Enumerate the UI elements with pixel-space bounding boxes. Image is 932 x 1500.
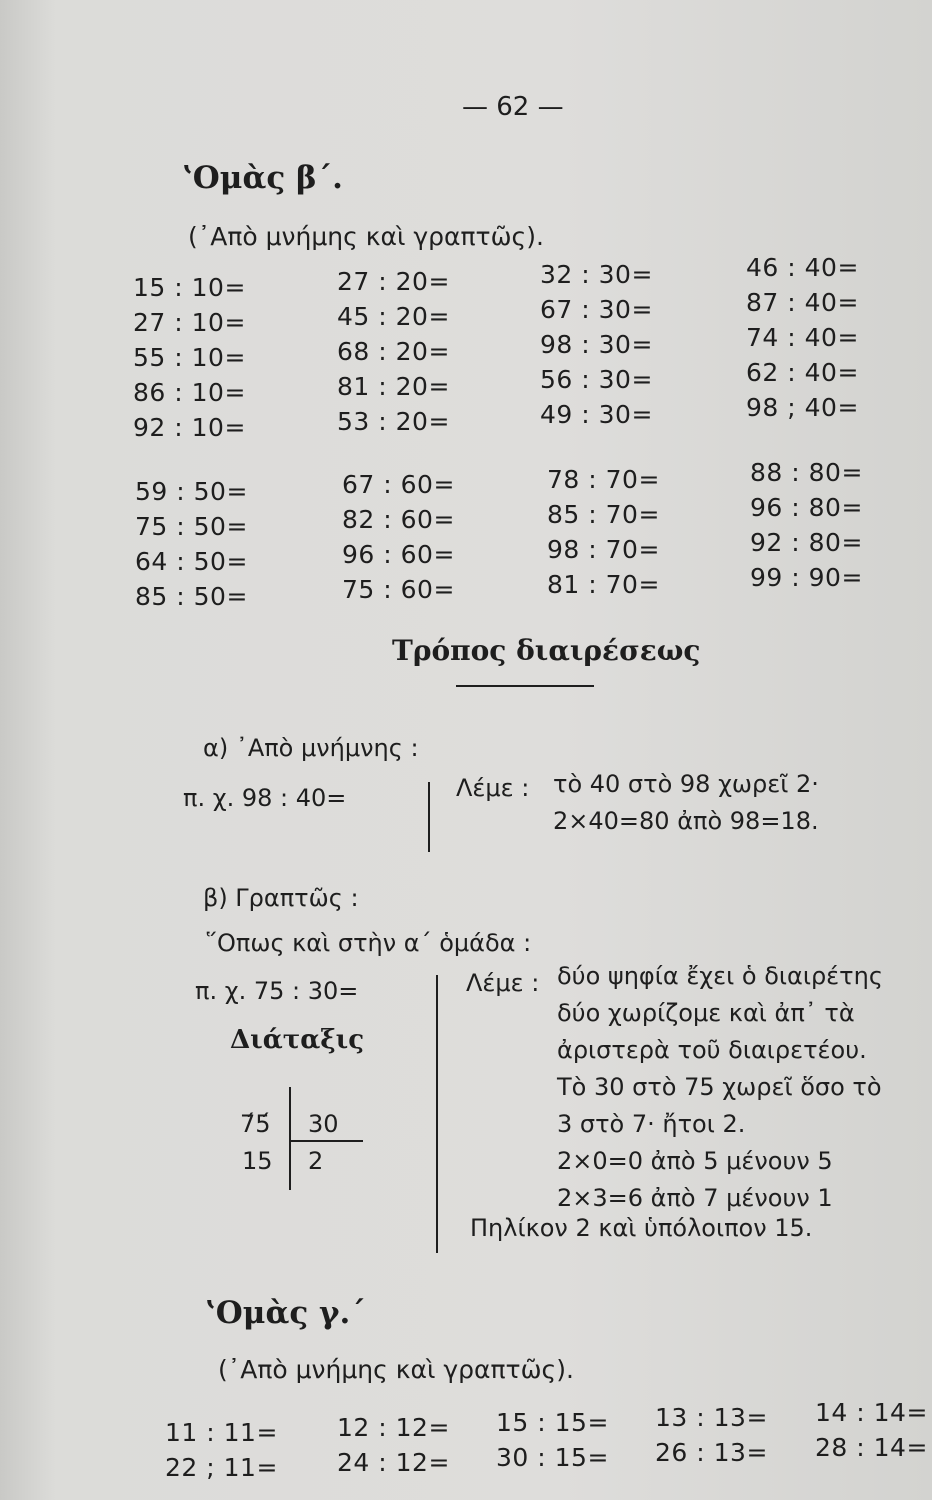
exercise: 78 : 70= [547,465,660,494]
exercise: 49 : 30= [540,400,653,429]
explanation-line: 2×40=80 ἀπὸ 98=18. [553,807,819,835]
exercise: 68 : 20= [337,337,450,366]
method-b-result: Πηλίκον 2 καὶ ὑπόλοιπον 15. [470,1214,813,1242]
division-vertical-line [289,1087,291,1190]
exercise: 67 : 60= [342,470,455,499]
group-c-column-1 [165,1415,278,1485]
exercise: 27 : 10= [133,308,246,337]
group-b-block1-column-1 [133,270,246,445]
exercise: 67 : 30= [540,295,653,324]
method-title: Τρόπος διαιρέσεως [392,634,701,667]
vertical-separator [428,782,430,852]
exercise: 96 : 80= [750,493,863,522]
group-c-column-3 [496,1405,609,1475]
group-c-subtitle: (᾿Απὸ μνήμης καὶ γραπτῶς). [218,1355,574,1384]
group-b-block2-column-3 [547,462,660,602]
exercise: 98 : 70= [547,535,660,564]
exercise: 75 : 50= [135,512,248,541]
exercise: 28 : 14= [815,1433,928,1462]
group-c-column-5 [815,1395,928,1465]
explanation-line: δύο ψηφία ἔχει ὁ διαιρέτης [557,962,883,990]
exercise: 56 : 30= [540,365,653,394]
group-b-block1-column-3 [540,257,653,432]
exercise: 92 : 80= [750,528,863,557]
exercise: 75 : 60= [342,575,455,604]
division-horizontal-line [291,1140,363,1142]
exercise: 24 : 12= [337,1448,450,1477]
explanation-line: 2×3=6 ἀπὸ 7 μένουν 1 [557,1184,833,1212]
method-b-says: Λέμε : [466,969,540,997]
group-b-block2-column-4 [750,455,863,595]
exercise: 45 : 20= [337,302,450,331]
exercise: 11 : 11= [165,1418,278,1447]
exercise: 55 : 10= [133,343,246,372]
exercise: 82 : 60= [342,505,455,534]
division-dividend: 7́5́ [240,1110,271,1138]
exercise: 81 : 70= [547,570,660,599]
layout-title: Διάταξις [230,1025,365,1055]
exercise: 30 : 15= [496,1443,609,1472]
exercise: 62 : 40= [746,358,859,387]
exercise: 98 : 30= [540,330,653,359]
exercise: 15 : 15= [496,1408,609,1437]
group-b-subtitle: (᾿Απὸ μνήμης καὶ γραπτῶς). [188,222,544,251]
group-b-block2-column-2 [342,467,455,607]
method-a-says: Λέμε : [456,774,530,802]
exercise: 53 : 20= [337,407,450,436]
division-remainder: 15 [242,1147,273,1175]
vertical-separator [436,975,438,1253]
explanation-line: δύο χωρίζομε καὶ ἀπ᾿ τὰ [557,999,855,1027]
group-b-block1-column-2 [337,264,450,439]
exercise: 85 : 50= [135,582,248,611]
division-quotient: 2 [308,1147,324,1175]
explanation-line: ἀριστερὰ τοῦ διαιρετέου. [557,1036,867,1064]
exercise: 92 : 10= [133,413,246,442]
exercise: 87 : 40= [746,288,859,317]
exercise: 26 : 13= [655,1438,768,1467]
method-b-label: β) Γραπτῶς : [203,884,359,912]
division-divisor: 30 [308,1110,339,1138]
exercise: 74 : 40= [746,323,859,352]
exercise: 15 : 10= [133,273,246,302]
exercise: 99 : 90= [750,563,863,592]
exercise: 81 : 20= [337,372,450,401]
exercise: 98 ; 40= [746,393,859,422]
exercise: 86 : 10= [133,378,246,407]
exercise: 32 : 30= [540,260,653,289]
explanation-line: Τὸ 30 στὸ 75 χωρεῖ ὅσο τὸ [557,1073,882,1101]
explanation-line: 2×0=0 ἀπὸ 5 μένουν 5 [557,1147,833,1175]
exercise: 46 : 40= [746,253,859,282]
exercise: 85 : 70= [547,500,660,529]
group-c-column-2 [337,1410,450,1480]
method-b-example: π. χ. 75 : 30= [195,977,359,1005]
group-c-title: ʽΟμὰς γ.΄ [205,1295,366,1331]
group-b-block1-column-4 [746,250,859,425]
group-c-column-4 [655,1400,768,1470]
title-underline [456,685,594,687]
method-a-example: π. χ. 98 : 40= [183,784,347,812]
exercise: 13 : 13= [655,1403,768,1432]
exercise: 27 : 20= [337,267,450,296]
method-b-explanation [557,958,883,1217]
exercise: 22 ; 11= [165,1453,278,1482]
method-a-explanation [553,766,819,840]
method-b-intro: ῞Οπως καὶ στὴν α΄ ὁμάδα : [205,929,532,957]
exercise: 96 : 60= [342,540,455,569]
method-a-label: α) ᾿Απὸ μνήμνης : [203,734,419,762]
page-number: — 62 — [462,92,564,122]
group-b-block2-column-1 [135,474,248,614]
exercise: 12 : 12= [337,1413,450,1442]
exercise: 14 : 14= [815,1398,928,1427]
explanation-line: τὸ 40 στὸ 98 χωρεῖ 2· [553,770,819,798]
exercise: 88 : 80= [750,458,863,487]
exercise: 64 : 50= [135,547,248,576]
group-b-title: ʽΟμὰς β΄. [182,160,343,196]
exercise: 59 : 50= [135,477,248,506]
explanation-line: 3 στὸ 7· ἤτοι 2. [557,1110,746,1138]
